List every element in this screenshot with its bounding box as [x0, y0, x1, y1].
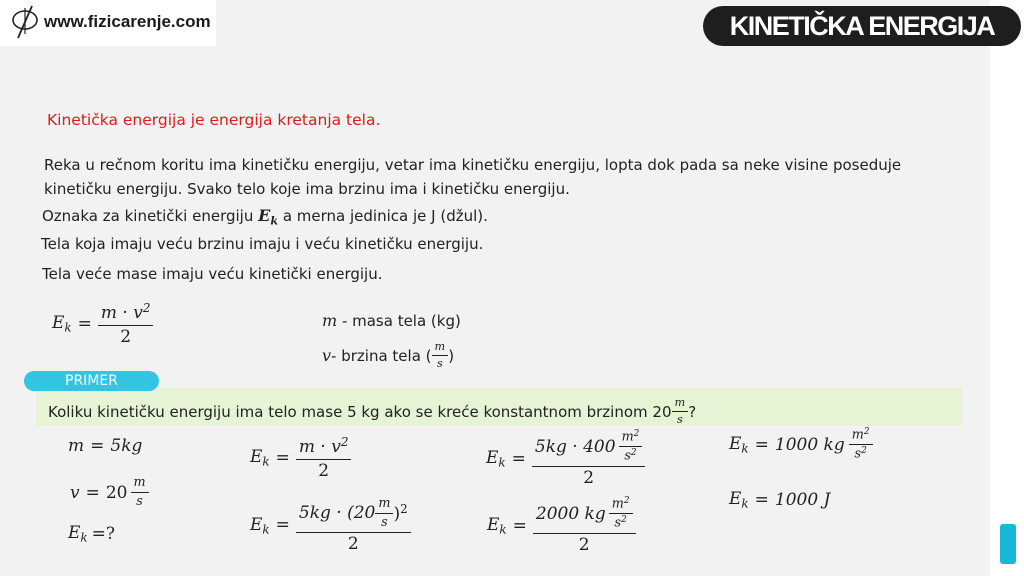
kinetic-energy-formula: $E_k$ = $\frac{m \cdot v^2}{2}$ [52, 302, 153, 346]
paragraph-1-line-2: kinetičku energiju. Svako telo koje ima brzinu ima i kinetičku energiju. [44, 180, 570, 198]
site-url: www.fizicarenje.com [44, 12, 211, 31]
calculation-step-2: $E_k$ = 2000 kg $\frac{m^2}{s^2}$ 2 [487, 497, 636, 555]
final-result: $E_k$ = 1000 J [729, 489, 831, 511]
page-title: KINETIČKA ENERGIJA [703, 6, 1021, 46]
paragraph-1-line-1: Reka u rečnom koritu ima kinetičku energiju, vetar ima kinetičku energiju, lopta dok pada sa neke visine poseduje [44, 156, 902, 174]
substitution-step: $E_k$ = 5kg · (20 $\frac{m}{s}$ )$^2$ 2 [250, 497, 411, 554]
ek-symbol: $E_k$ [258, 206, 279, 228]
definition-text: Kinetička energija je energija kretanja tela. [47, 111, 381, 129]
primer-badge: PRIMER [24, 371, 159, 391]
formula-step: $E_k$ = $\frac{m \cdot v^2}{2}$ [250, 436, 351, 480]
paragraph-3: Tela koja imaju veću brzinu imaju i veću kinetičku energiju. [41, 235, 484, 253]
symbol-sentence [42, 206, 488, 227]
paragraph-4: Tela veće mase imaju veću kinetički energiju. [42, 265, 383, 283]
right-scroll-strip [990, 0, 1024, 576]
given-mass: m = 5kg [68, 436, 143, 456]
symbol-sentence-end: a merna jedinica je J (džul). [278, 207, 488, 225]
physics-logo-icon [10, 4, 40, 42]
calculation-step-1: $E_k$ = 5kg · 400 $\frac{m^2}{s^2}$ 2 [486, 430, 645, 488]
legend-velocity: v - brzina tela ( $\frac{m}{s}$ ) [322, 340, 455, 371]
symbol-sentence-start: Oznaka za kinetički energiju [42, 207, 259, 225]
legend-mass: m - masa tela (kg) [322, 311, 461, 330]
example-question: Koliku kinetičku energiju ima telo mase 5 kg ako se kreće konstantnom brzinom 20 $\frac{m}{s}$ ? [48, 396, 697, 427]
unknown-ek: $E_k$ =? [68, 523, 115, 545]
site-logo[interactable] [0, 0, 216, 46]
scroll-thumb[interactable] [1000, 524, 1016, 564]
result-step-1: $E_k$ = 1000 kg $\frac{m^2}{s^2}$ [729, 428, 873, 462]
given-velocity: v = 20 $\frac{m}{s}$ [70, 476, 149, 509]
